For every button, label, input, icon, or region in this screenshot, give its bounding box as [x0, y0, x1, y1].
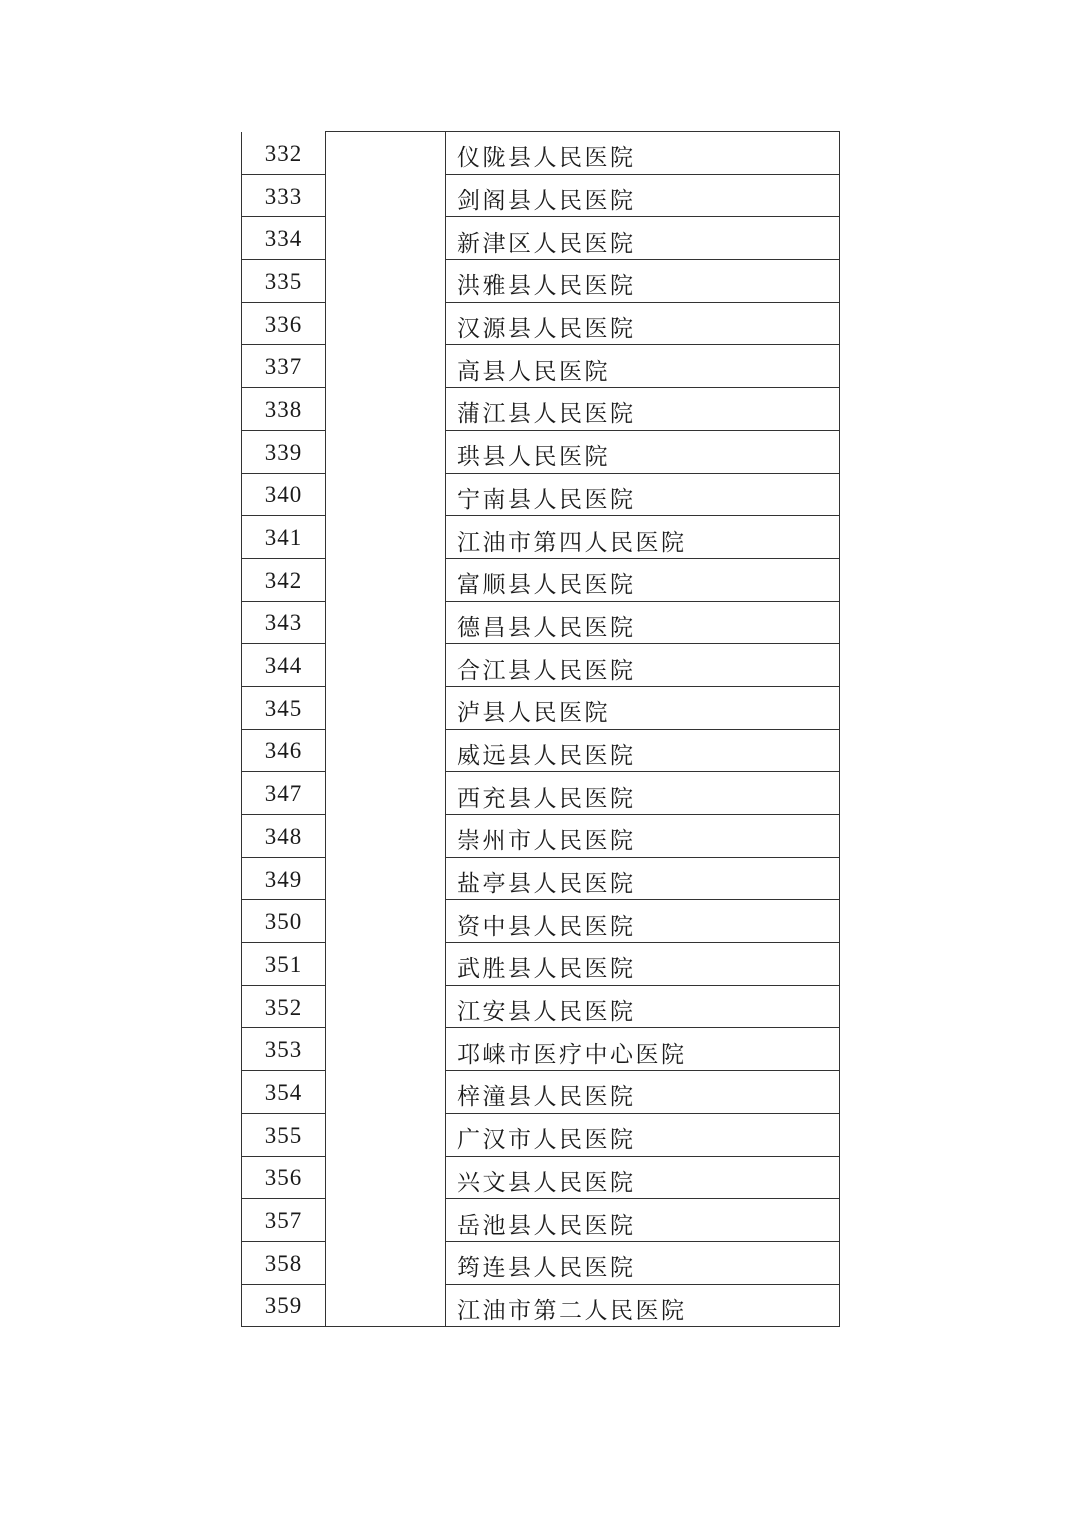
empty-cell	[326, 1241, 446, 1284]
hospital-list-table	[241, 131, 840, 1327]
row-number-cell	[242, 1241, 326, 1284]
table-row	[242, 345, 840, 388]
row-number: 355	[264, 1122, 303, 1148]
hospital-name: 汉源县人民医院	[457, 316, 636, 343]
hospital-name-cell	[446, 1199, 840, 1242]
hospital-name-cell	[446, 1071, 840, 1114]
row-number-cell	[242, 686, 326, 729]
hospital-name-cell	[446, 388, 840, 431]
hospital-name: 新津区人民医院	[457, 230, 636, 257]
hospital-name: 泸县人民医院	[457, 700, 610, 727]
empty-cell	[326, 1199, 446, 1242]
row-number-cell	[242, 601, 326, 644]
empty-cell	[326, 217, 446, 260]
row-number: 335	[264, 268, 303, 294]
hospital-name: 邛崃市医疗中心医院	[457, 1041, 687, 1068]
row-number: 333	[264, 183, 303, 209]
hospital-name-cell	[446, 943, 840, 986]
table-row	[242, 1071, 840, 1114]
row-number: 356	[264, 1165, 303, 1191]
hospital-name-cell	[446, 1113, 840, 1156]
hospital-name: 广汉市人民医院	[457, 1127, 636, 1154]
hospital-name-cell	[446, 857, 840, 900]
row-number: 342	[264, 567, 303, 593]
hospital-name: 蒲江县人民医院	[457, 401, 636, 428]
hospital-name-cell	[446, 686, 840, 729]
hospital-name: 洪雅县人民医院	[457, 273, 636, 300]
hospital-name-cell	[446, 772, 840, 815]
hospital-name: 威远县人民医院	[457, 742, 636, 769]
table-row	[242, 558, 840, 601]
empty-cell	[326, 345, 446, 388]
empty-cell	[326, 900, 446, 943]
row-number: 359	[264, 1293, 303, 1319]
row-number-cell	[242, 388, 326, 431]
empty-cell	[326, 260, 446, 303]
row-number-cell	[242, 558, 326, 601]
hospital-name: 剑阁县人民医院	[457, 188, 636, 215]
table-row	[242, 1156, 840, 1199]
hospital-name-cell	[446, 1241, 840, 1284]
row-number: 357	[264, 1208, 303, 1234]
row-number: 339	[264, 439, 303, 465]
hospital-name: 江油市第四人民医院	[457, 529, 687, 556]
hospital-name-cell	[446, 473, 840, 516]
table-row	[242, 772, 840, 815]
empty-cell	[326, 686, 446, 729]
hospital-name-cell	[446, 260, 840, 303]
hospital-name: 筠连县人民医院	[457, 1255, 636, 1282]
table-row	[242, 1199, 840, 1242]
empty-cell	[326, 729, 446, 772]
row-number-cell	[242, 1156, 326, 1199]
row-number: 354	[264, 1079, 303, 1105]
row-number: 336	[264, 311, 303, 337]
hospital-name-cell	[446, 1028, 840, 1071]
table-row	[242, 302, 840, 345]
empty-cell	[326, 132, 446, 175]
hospital-name-cell	[446, 1156, 840, 1199]
row-number-cell	[242, 815, 326, 858]
hospital-name: 盐亭县人民医院	[457, 871, 636, 898]
row-number: 338	[264, 396, 303, 422]
row-number: 337	[264, 354, 303, 380]
table-row	[242, 473, 840, 516]
row-number: 340	[264, 482, 303, 508]
table-row	[242, 815, 840, 858]
row-number: 347	[264, 781, 303, 807]
row-number: 352	[264, 994, 303, 1020]
table-row	[242, 729, 840, 772]
empty-cell	[326, 943, 446, 986]
row-number-cell	[242, 644, 326, 687]
empty-cell	[326, 302, 446, 345]
empty-cell	[326, 388, 446, 431]
empty-cell	[326, 473, 446, 516]
empty-cell	[326, 985, 446, 1028]
row-number: 350	[264, 909, 303, 935]
row-number-cell	[242, 1071, 326, 1114]
row-number: 334	[264, 226, 303, 252]
table-row	[242, 985, 840, 1028]
row-number-cell	[242, 1284, 326, 1327]
table-row	[242, 132, 840, 175]
row-number: 344	[264, 653, 303, 679]
table-row	[242, 217, 840, 260]
row-number-cell	[242, 174, 326, 217]
table-row	[242, 1241, 840, 1284]
hospital-name: 珙县人民医院	[457, 444, 610, 471]
table-row	[242, 1113, 840, 1156]
hospital-name: 宁南县人民医院	[457, 486, 636, 513]
row-number-cell	[242, 943, 326, 986]
hospital-name-cell	[446, 132, 840, 175]
row-number-cell	[242, 260, 326, 303]
hospital-name-cell	[446, 601, 840, 644]
hospital-name-cell	[446, 345, 840, 388]
table-row	[242, 174, 840, 217]
hospital-name-cell	[446, 430, 840, 473]
row-number-cell	[242, 302, 326, 345]
hospital-name: 西充县人民医院	[457, 785, 636, 812]
row-number-cell	[242, 985, 326, 1028]
empty-cell	[326, 558, 446, 601]
empty-cell	[326, 516, 446, 559]
hospital-name: 江油市第二人民医院	[457, 1297, 687, 1324]
empty-cell	[326, 174, 446, 217]
row-number-cell	[242, 132, 326, 175]
table-body	[242, 132, 840, 1327]
table-row	[242, 388, 840, 431]
row-number-cell	[242, 473, 326, 516]
table-row	[242, 686, 840, 729]
hospital-name: 江安县人民医院	[457, 999, 636, 1026]
hospital-name-cell	[446, 900, 840, 943]
table-row	[242, 516, 840, 559]
table-row	[242, 1284, 840, 1327]
table-row	[242, 900, 840, 943]
hospital-name-cell	[446, 985, 840, 1028]
row-number-cell	[242, 217, 326, 260]
empty-cell	[326, 857, 446, 900]
table-row	[242, 430, 840, 473]
table-row	[242, 1028, 840, 1071]
table-row	[242, 260, 840, 303]
hospital-name-cell	[446, 815, 840, 858]
row-number-cell	[242, 1113, 326, 1156]
hospital-name-cell	[446, 558, 840, 601]
row-number: 341	[264, 525, 303, 551]
empty-cell	[326, 815, 446, 858]
hospital-name-cell	[446, 516, 840, 559]
hospital-name: 合江县人民医院	[457, 657, 636, 684]
row-number: 346	[264, 738, 303, 764]
hospital-name: 德昌县人民医院	[457, 614, 636, 641]
row-number: 348	[264, 823, 303, 849]
table-row	[242, 857, 840, 900]
empty-cell	[326, 644, 446, 687]
empty-cell	[326, 772, 446, 815]
row-number-cell	[242, 900, 326, 943]
row-number-cell	[242, 430, 326, 473]
hospital-name-cell	[446, 729, 840, 772]
table-row	[242, 943, 840, 986]
table-row	[242, 644, 840, 687]
row-number-cell	[242, 1199, 326, 1242]
hospital-name-cell	[446, 1284, 840, 1327]
hospital-name: 兴文县人民医院	[457, 1169, 636, 1196]
hospital-name: 岳池县人民医院	[457, 1212, 636, 1239]
hospital-name-cell	[446, 302, 840, 345]
row-number: 345	[264, 695, 303, 721]
hospital-name: 富顺县人民医院	[457, 572, 636, 599]
hospital-name-cell	[446, 644, 840, 687]
row-number-cell	[242, 1028, 326, 1071]
row-number: 353	[264, 1037, 303, 1063]
row-number-cell	[242, 772, 326, 815]
hospital-name: 梓潼县人民医院	[457, 1084, 636, 1111]
empty-cell	[326, 1284, 446, 1327]
row-number: 351	[264, 951, 303, 977]
row-number: 349	[264, 866, 303, 892]
hospital-name: 资中县人民医院	[457, 913, 636, 940]
hospital-name: 仪陇县人民医院	[457, 145, 636, 172]
empty-cell	[326, 1156, 446, 1199]
table-row	[242, 601, 840, 644]
row-number: 343	[264, 610, 303, 636]
hospital-name: 武胜县人民医院	[457, 956, 636, 983]
row-number: 358	[264, 1250, 303, 1276]
hospital-name: 崇州市人民医院	[457, 828, 636, 855]
empty-cell	[326, 1113, 446, 1156]
empty-cell	[326, 1028, 446, 1071]
empty-cell	[326, 601, 446, 644]
empty-cell	[326, 430, 446, 473]
row-number: 332	[264, 140, 303, 166]
hospital-name-cell	[446, 217, 840, 260]
row-number-cell	[242, 857, 326, 900]
row-number-cell	[242, 345, 326, 388]
row-number-cell	[242, 516, 326, 559]
hospital-name-cell	[446, 174, 840, 217]
row-number-cell	[242, 729, 326, 772]
hospital-name: 高县人民医院	[457, 358, 610, 385]
empty-cell	[326, 1071, 446, 1114]
